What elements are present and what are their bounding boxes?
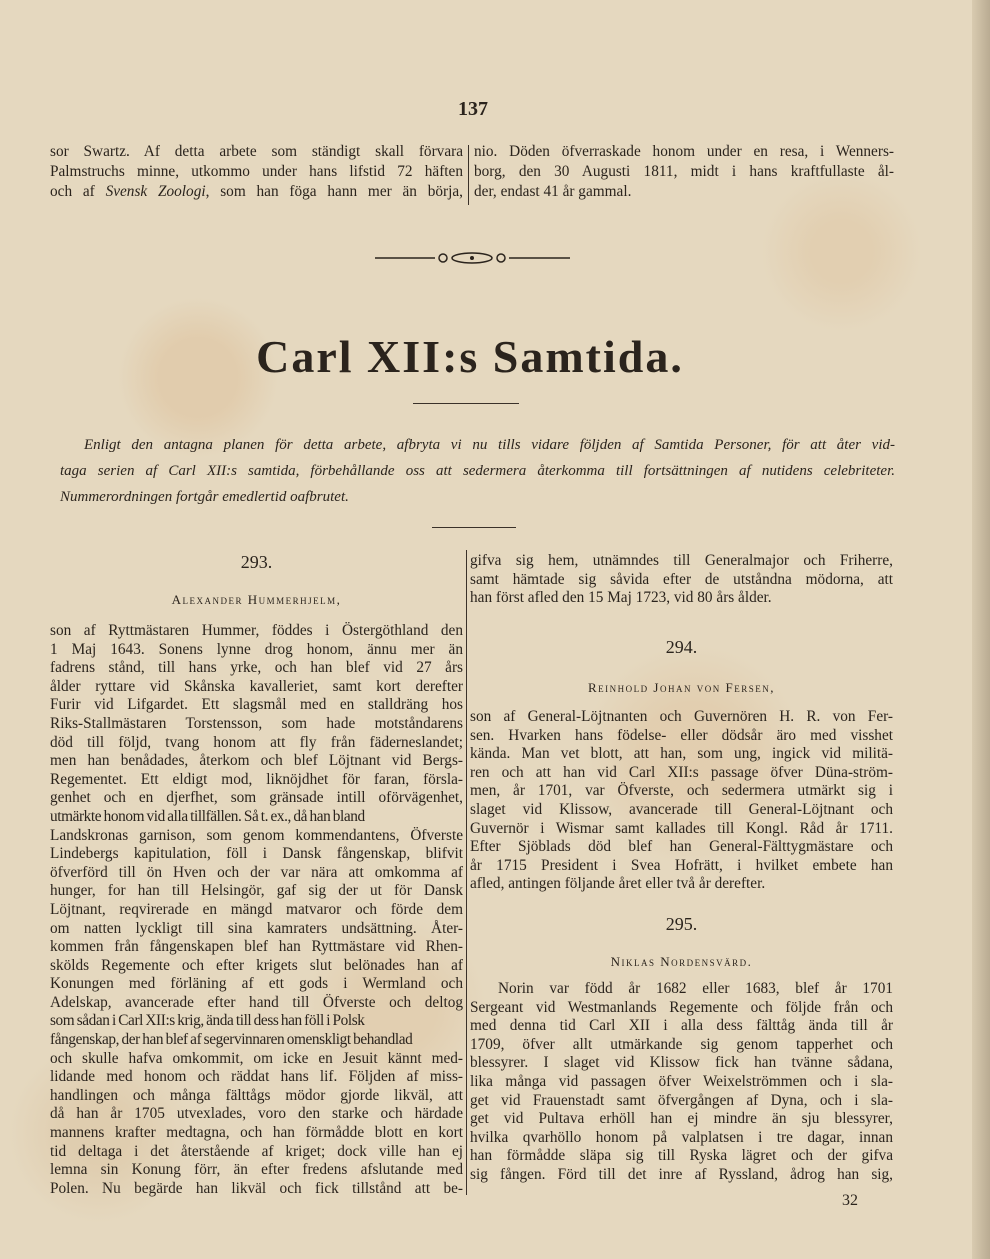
text-line: och skulle hafva omkommit, om icke en Jesuit kännt med- bbox=[50, 1049, 463, 1067]
text-line: Guvernör i Wismar samt kallades till Kongl. Råd år 1711. bbox=[470, 819, 893, 837]
text-line bbox=[50, 162, 463, 182]
entry-text-continued bbox=[470, 552, 893, 608]
text-line: taga serien af Carl XII:s samtida, förbehållande oss att sedermera återkomma till fortsättningen af nutidens celebriteter. bbox=[60, 463, 895, 479]
page-number: 137 bbox=[458, 98, 488, 120]
text-line: Riks-Stallmästaren Torstensson, som hade motståndarens bbox=[50, 714, 463, 732]
entry-number: 293. bbox=[240, 552, 273, 572]
entry-name: Alexander Hummerhjelm, bbox=[171, 592, 342, 607]
text-line: samt hämtade sig såvida efter de utståndna mödorna, att bbox=[470, 570, 893, 588]
entry-text bbox=[50, 622, 463, 1198]
text-line: Regementet. Ett eldigt mod, liknöjdhet för faran, försla- bbox=[50, 770, 463, 788]
text-line: men han benådades, återkom och blef Löjtnant vid Bergs- bbox=[50, 752, 463, 770]
text-line: der, endast 41 år gammal. bbox=[474, 182, 632, 200]
text-line: get vid Pultava erhöll han ej mindre än sju blessyrer, bbox=[470, 1110, 893, 1128]
text-line: tid deltaga i det återstående af kriget; dock ville han ej bbox=[50, 1142, 463, 1160]
text-line: utmärkte honom vid alla tillfällen. Så t. ex., då han bland bbox=[50, 807, 365, 825]
section-title: Carl XII:s Samtida. bbox=[256, 331, 684, 382]
text-line: kommen från fångenskapen blef han Ryttmästare vid Rhen- bbox=[50, 938, 463, 956]
text-line: skölds Regemente och efter krigets slut belönades han af bbox=[50, 956, 463, 974]
text-line: med denna tid Carl XII i alla dess fälttåg ända till år bbox=[470, 1017, 893, 1035]
text-line: öfverförd till ön Hven och der var nära att omkomma af bbox=[50, 863, 463, 881]
text-line: borg, den 30 Augusti 1811, midt i hans kraftfullaste ål- bbox=[474, 162, 894, 180]
column-divider bbox=[468, 145, 469, 205]
text-segment: , som han föga hann mer än börja, bbox=[205, 182, 464, 200]
text-line: mannens krafter medtagna, och han förmådde blott en kort bbox=[50, 1124, 463, 1142]
page-edge-shadow bbox=[972, 0, 990, 1259]
text-line: som sådan i Carl XII:s krig, ända till dess han föll i Polsk bbox=[50, 1012, 365, 1030]
text-line: år 1715 President i Svea Hofrätt, i hvilket embete han bbox=[470, 856, 893, 874]
intro-paragraph bbox=[60, 432, 895, 510]
text-line: sen. Hvarken hans födelse- eller dödsår äro med visshet bbox=[470, 726, 893, 744]
signature-mark: 32 bbox=[842, 1192, 858, 1209]
text-line bbox=[50, 182, 463, 202]
text-line: gifva sig hem, utnämndes till Generalmajor och Friherre, bbox=[470, 552, 893, 569]
text-line: blessyrer. I slaget vid Klissow fick han tvänne sådana, bbox=[470, 1054, 893, 1072]
text-line: död till följd, tvang honom att fly från fäderneslandet; bbox=[50, 733, 463, 751]
text-line: fadrens stånd, till hans yrke, och han blef vid 27 års bbox=[50, 659, 463, 677]
column-divider bbox=[466, 550, 467, 1195]
text-line: kända. Man vet blott, att han, som ung, ingick vid militä- bbox=[470, 745, 893, 763]
text-line: 1 Maj 1643. Sonens lynne drog honom, ännu mer än bbox=[50, 640, 463, 658]
text-segment: Palmstruchs minne, utkommo under hans lifstid 72 häften bbox=[50, 162, 463, 180]
text-line: Landskronas garnison, som genom kommendantens, Öfverste bbox=[50, 826, 463, 844]
text-line: ålder ryttare vid Skånska kavalleriet, samt kort derefter bbox=[50, 677, 463, 695]
text-line: sig fången. Förd till det inre af Ryssland, ådrog han sig, bbox=[470, 1165, 893, 1183]
title-rule bbox=[413, 403, 519, 404]
text-line: lidande med honom och räddat hans lif. Följden af miss- bbox=[50, 1068, 463, 1086]
top-right-column bbox=[474, 142, 894, 201]
text-line: nio. Döden öfverraskade honom under en resa, i Wenners- bbox=[474, 143, 894, 160]
text-line: då han år 1705 utvexlades, voro den starke och härdade bbox=[50, 1105, 463, 1123]
text-line: Norin var född år 1682 eller 1683, blef år 1701 bbox=[498, 980, 893, 997]
text-line: hunger, for han till Helsingör, gaf sig der ut för Dansk bbox=[50, 882, 463, 900]
text-line: men, år 1701, var Öfverste, och sedermera utmärkt sig i bbox=[470, 782, 893, 800]
text-line: Efter Sjöblads död blef han General-Fälttygmästare och bbox=[470, 838, 893, 856]
entry-number: 294. bbox=[665, 637, 698, 657]
ornament-divider bbox=[375, 250, 570, 266]
text-line: Nummerordningen fortgår emedlertid oafbrutet. bbox=[60, 489, 349, 505]
text-line: han förmådde släpa sig till Ryska lägret och der gifva bbox=[470, 1147, 893, 1165]
text-line: Adelskap, avancerade efter hand till Öfverste och deltog bbox=[50, 993, 463, 1011]
text-line: 1709, öfver allt utmärkande sig genom tapperhet och bbox=[470, 1035, 893, 1053]
text-line: Löjtnant, reqvirerade en mängd matvaror och förde dem bbox=[50, 900, 463, 918]
text-line: Lindebergs kapitulation, föll i Dansk fångenskap, blifvit bbox=[50, 845, 463, 863]
entry-name: Reinhold Johan von Fersen, bbox=[588, 680, 775, 695]
text-line: ren och att han vid Carl XII:s passage öfver Düna-ström- bbox=[470, 763, 893, 781]
text-line: lemna sin Konung förr, än efter fredens afslutande med bbox=[50, 1161, 463, 1179]
text-line: han först afled den 15 Maj 1723, vid 80 års ålder. bbox=[470, 589, 772, 607]
text-line: Furir vid Lifgardet. Ett slagsmål med en stalldräng hos bbox=[50, 696, 463, 714]
entry-name: Niklas Nordensvärd. bbox=[610, 954, 753, 969]
text-segment: sor Swartz. Af detta arbete som ständigt skall förvara bbox=[50, 143, 463, 160]
text-line: son af Ryttmästaren Hummer, föddes i Östergöthland den bbox=[50, 622, 463, 639]
top-left-column bbox=[50, 142, 463, 201]
text-line: Polen. Nu begärde han likväl och fick tillstånd att be- bbox=[50, 1179, 463, 1197]
section-rule bbox=[432, 527, 516, 528]
text-line: handlingen och många fälttågs mödor gjorde likväl, att bbox=[50, 1086, 463, 1104]
text-line: son af General-Löjtnanten och Guvernören H. R. von Fer- bbox=[470, 708, 893, 725]
text-line: Sergeant vid Westmanlands Regemente och följde från och bbox=[470, 998, 893, 1016]
italic-title: Svensk Zoologi bbox=[105, 182, 206, 200]
text-line: om natten lyckligt till sina kamraters undsättning. Åter- bbox=[50, 919, 463, 937]
text-line: get vid Frauenstadt samt öfvergången af Dyna, och i sla- bbox=[470, 1091, 893, 1109]
text-line: lika många vid passagen öfver Weixelströmmen och i sla- bbox=[470, 1072, 893, 1090]
text-segment: och af bbox=[50, 182, 106, 200]
entry-text bbox=[470, 708, 893, 894]
entry-text bbox=[470, 980, 893, 1185]
text-line: genhet och en djerfhet, som gränsade intill oförvägenhet, bbox=[50, 789, 463, 807]
text-line: slaget vid Klissow, avancerade till General-Löjtnant och bbox=[470, 800, 893, 818]
text-line: afled, antingen följande året eller två år derefter. bbox=[470, 875, 766, 893]
text-line: Enligt den antagna planen för detta arbete, afbryta vi nu tills vidare följden af Samtida Personer, för att åter vid- bbox=[84, 437, 895, 453]
text-line bbox=[50, 142, 463, 162]
text-line: Konungen med förläning af ett gods i Wermland och bbox=[50, 975, 463, 993]
text-line: fångenskap, der han blef af segervinnaren omenskligt behandlad bbox=[50, 1031, 413, 1049]
entry-number: 295. bbox=[665, 914, 698, 934]
text-line: hvilka qvarhöllo honom på valplatsen i tre dagar, innan bbox=[470, 1128, 893, 1146]
